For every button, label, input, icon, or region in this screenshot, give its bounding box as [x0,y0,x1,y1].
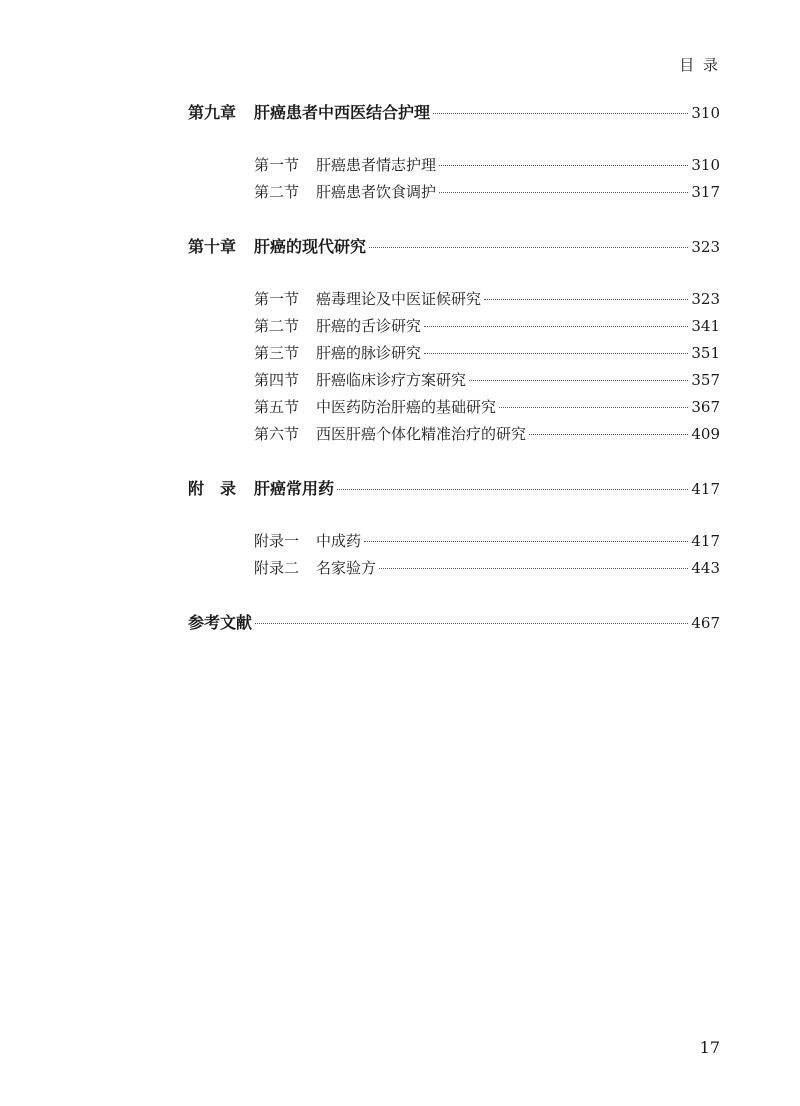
section-title: 癌毒理论及中医证候研究 [316,290,482,308]
chapter-label: 第十章 [188,237,237,256]
section-title: 肝癌的脉诊研究 [316,344,422,362]
chapter-title: 肝癌的现代研究 [254,237,367,256]
section-page: 323 [691,290,720,308]
toc-section[interactable] [188,154,720,181]
leader-dots [337,488,688,490]
running-head: 目 录 [679,56,720,74]
leader-dots [439,164,688,166]
toc-section[interactable] [188,423,720,450]
section-page: 310 [691,156,720,174]
toc-section[interactable] [188,530,720,557]
chapter-title: 参考文献 [188,613,253,632]
toc-section[interactable] [188,369,720,396]
leader-dots [469,379,688,381]
section-label: 第二节 [254,317,300,335]
section-title: 中医药防治肝癌的基础研究 [316,398,497,416]
chapter-title: 肝癌患者中西医结合护理 [254,103,431,122]
section-label: 附录一 [254,532,300,550]
section-page: 341 [691,317,720,335]
toc-section[interactable] [188,342,720,369]
toc-section[interactable] [188,315,720,342]
section-title: 肝癌患者情志护理 [316,156,437,174]
section-title: 名家验方 [316,559,377,577]
table-of-contents [188,100,720,638]
section-label: 第一节 [254,290,300,308]
section-page: 409 [691,425,720,443]
leader-dots [364,540,688,542]
section-page: 367 [691,398,720,416]
section-page: 417 [691,532,720,550]
toc-section[interactable] [188,181,720,208]
leader-dots [484,298,688,300]
section-title: 肝癌临床诊疗方案研究 [316,371,467,389]
section-label: 附录二 [254,559,300,577]
section-title: 肝癌患者饮食调护 [316,183,437,201]
section-title: 西医肝癌个体化精准治疗的研究 [316,425,527,443]
toc-section[interactable] [188,396,720,423]
section-label: 第三节 [254,344,300,362]
toc-chapter-9[interactable] [188,100,720,128]
leader-dots [499,406,688,408]
section-page: 317 [691,183,720,201]
leader-dots [433,112,688,114]
chapter-page: 417 [691,480,720,498]
leader-dots [255,622,688,624]
leader-dots [439,191,688,193]
section-page: 443 [691,559,720,577]
section-page: 351 [691,344,720,362]
leader-dots [424,352,688,354]
section-title: 肝癌的舌诊研究 [316,317,422,335]
section-label: 第四节 [254,371,300,389]
toc-chapter-10[interactable] [188,234,720,262]
section-label: 第六节 [254,425,300,443]
toc-references[interactable] [188,610,720,638]
section-title: 中成药 [316,532,362,550]
leader-dots [424,325,688,327]
toc-section[interactable] [188,288,720,315]
leader-dots [369,246,688,248]
chapter-label: 第九章 [188,103,237,122]
chapter-page: 323 [691,238,720,256]
chapter-page: 310 [691,104,720,122]
leader-dots [379,567,688,569]
chapter-label: 附 录 [188,479,237,498]
page-number: 17 [699,1038,720,1057]
section-label: 第五节 [254,398,300,416]
leader-dots [529,433,688,435]
chapter-title: 肝癌常用药 [254,479,335,498]
section-label: 第二节 [254,183,300,201]
section-label: 第一节 [254,156,300,174]
toc-section[interactable] [188,557,720,584]
chapter-page: 467 [691,614,720,632]
toc-appendix[interactable] [188,476,720,504]
section-page: 357 [691,371,720,389]
